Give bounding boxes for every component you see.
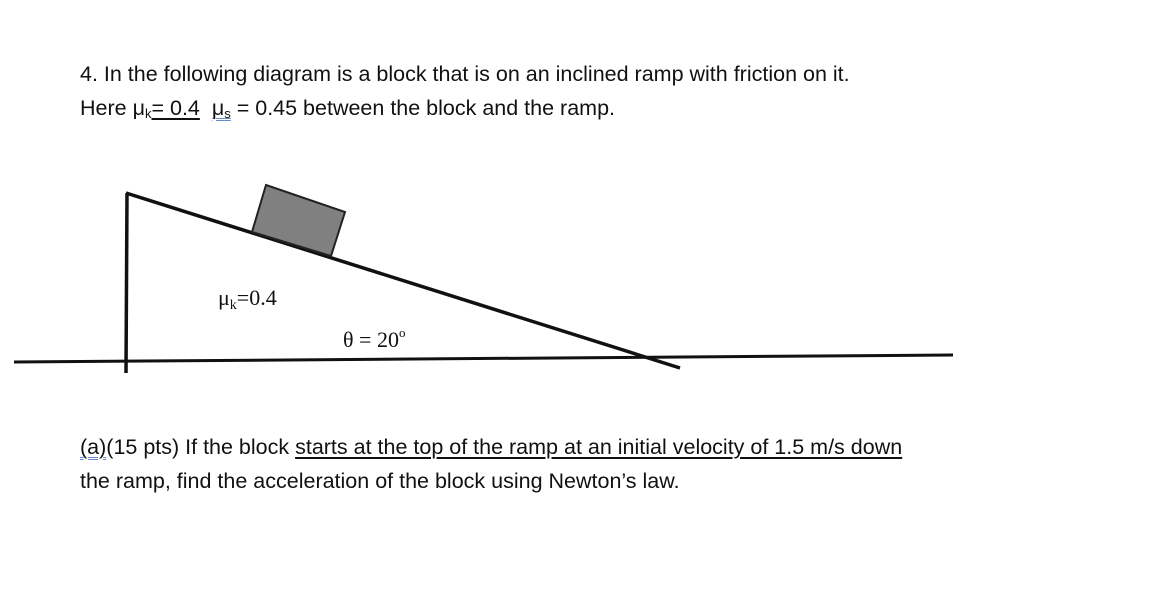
block: [252, 185, 345, 256]
friction-label-sub: k: [229, 298, 237, 313]
ramp-vertical-side: [126, 193, 127, 373]
part-a-text-2: the ramp, find the acceleration of the block using Newton’s law.: [80, 469, 680, 493]
part-a-text-1: (15 pts) If the block: [106, 435, 296, 459]
angle-label-degree: o: [398, 325, 406, 340]
ground-line: [14, 355, 953, 362]
ramp-incline: [126, 193, 680, 368]
part-a-text-underlined: starts at the top of the ramp at an initial velocity of 1.5 m/s down: [295, 435, 903, 459]
mu-s-symbol: μ: [211, 96, 225, 120]
mu-s-subscript: s: [224, 106, 231, 121]
kinetic-friction-value: = 0.4: [151, 96, 200, 120]
friction-label: [218, 285, 277, 313]
angle-label: [343, 325, 405, 352]
mu-k-symbol: Here μ: [80, 96, 145, 120]
part-a-label: (a): [80, 435, 107, 459]
friction-label-mu: μ: [218, 285, 230, 310]
friction-label-value: =0.4: [236, 285, 277, 310]
static-friction-text: = 0.45 between the block and the ramp.: [230, 96, 616, 120]
angle-label-text: θ = 20: [343, 327, 399, 352]
problem-line-1: 4. In the following diagram is a block that is on an inclined ramp with friction on it.: [80, 62, 850, 86]
part-a-question: [80, 430, 902, 498]
mu-k-subscript: k: [144, 106, 152, 121]
